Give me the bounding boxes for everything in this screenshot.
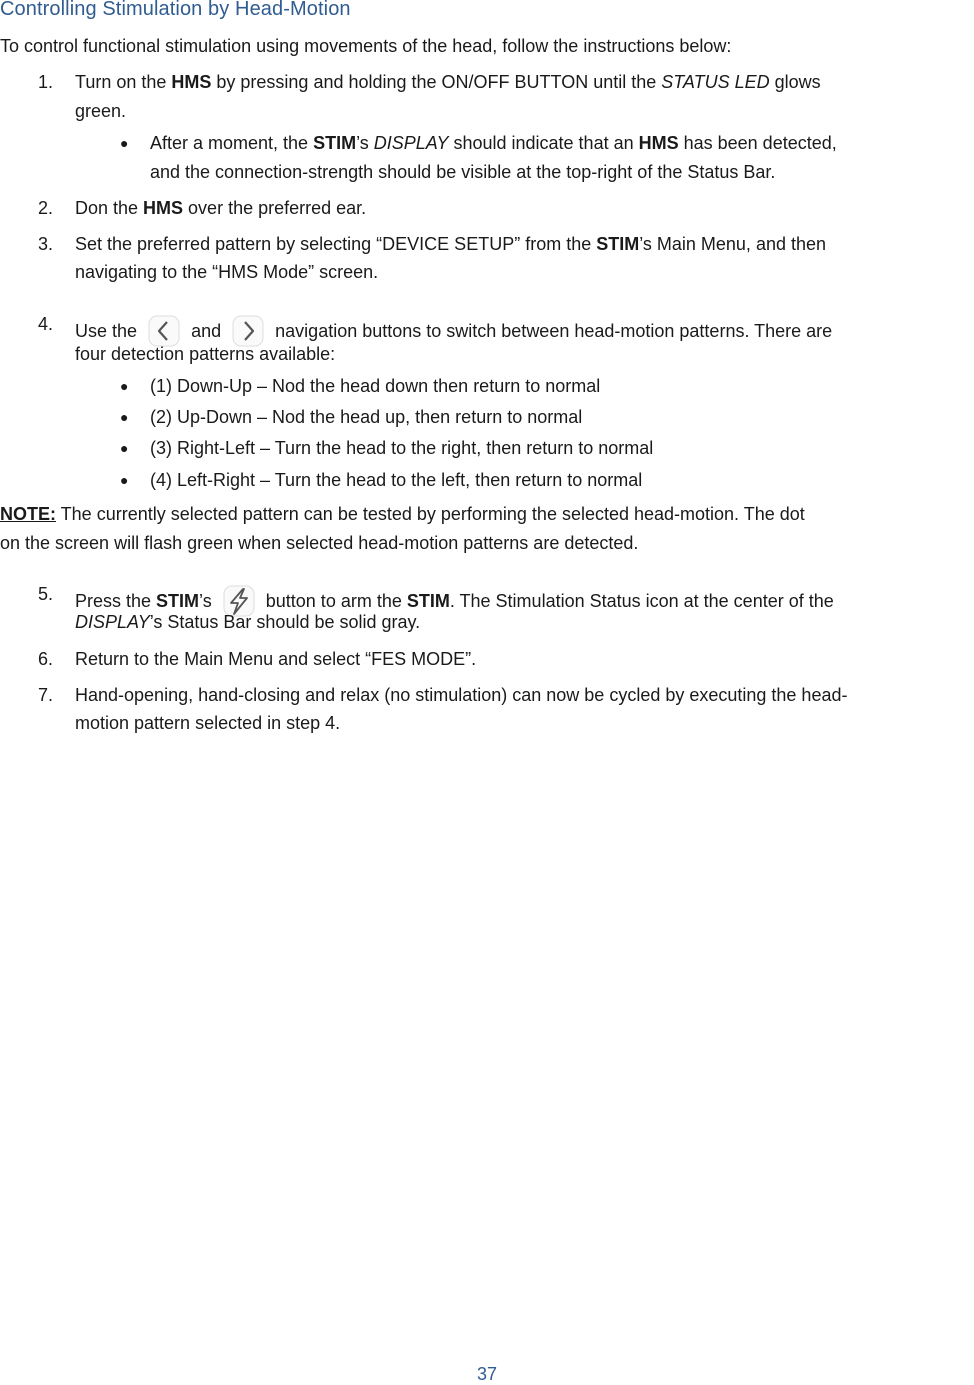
step-4-line-2: four detection patterns available: [75, 344, 336, 364]
step-7-line-1: Hand-opening, hand-closing and relax (no stimulation) can now be cycled by executing the head- [75, 685, 848, 705]
bullet-icon: ● [120, 409, 129, 425]
step-3-number: 3. [38, 234, 54, 254]
pattern-item: (1) Down-Up – Nod the head down then return to normal [150, 376, 601, 396]
note-label: NOTE: [0, 504, 56, 524]
bullet-icon: ● [120, 135, 129, 151]
note-line-1: NOTE: The currently selected pattern can be tested by performing the selected head-motion. The dot [0, 504, 805, 524]
pattern-item: (2) Up-Down – Nod the head up, then return to normal [150, 407, 583, 427]
step-5-line-2: DISPLAY’s Status Bar should be solid gray. [75, 612, 421, 632]
step-3-line-1: Set the preferred pattern by selecting “DEVICE SETUP” from the STIM’s Main Menu, and then [75, 234, 827, 254]
bullet-icon: ● [120, 440, 129, 456]
step-1-number: 1. [38, 72, 54, 92]
bullet-icon: ● [120, 378, 129, 394]
step-7-number: 7. [38, 685, 54, 705]
step-6-text: Return to the Main Menu and select “FES MODE”. [75, 649, 477, 669]
step-5-number: 5. [38, 584, 54, 604]
step-5-line-1: Press the STIM’s button to arm the STIM. The Stimulation Status icon at the center of the [75, 583, 834, 619]
step-7-line-2: motion pattern selected in step 4. [75, 713, 341, 733]
intro-text: To control functional stimulation using movements of the head, follow the instructions below: [0, 36, 732, 56]
step-2-number: 2. [38, 198, 54, 218]
page-number: 37 [476, 1364, 498, 1384]
step-2-text: Don the HMS over the preferred ear. [75, 198, 367, 218]
step-6-number: 6. [38, 649, 54, 669]
step-1-bullet-line-2: and the connection-strength should be visible at the top-right of the Status Bar. [150, 162, 776, 182]
step-1-line-1: Turn on the HMS by pressing and holding the ON/OFF BUTTON until the STATUS LED glows [75, 72, 821, 92]
section-heading: Controlling Stimulation by Head-Motion [0, 0, 351, 20]
step-1-line-2: green. [75, 101, 127, 121]
step-4-line-1: Use the and navigation buttons to switch between head-motion patterns. There are [75, 313, 832, 349]
step-3-line-2: navigating to the “HMS Mode” screen. [75, 262, 379, 282]
pattern-item: (4) Left-Right – Turn the head to the left, then return to normal [150, 470, 643, 490]
step-1-bullet-line-1: After a moment, the STIM’s DISPLAY should indicate that an HMS has been detected, [150, 133, 837, 153]
note-line-2: on the screen will flash green when selected head-motion patterns are detected. [0, 533, 639, 553]
step-4-number: 4. [38, 314, 54, 334]
bullet-icon: ● [120, 472, 129, 488]
pattern-item: (3) Right-Left – Turn the head to the right, then return to normal [150, 438, 654, 458]
